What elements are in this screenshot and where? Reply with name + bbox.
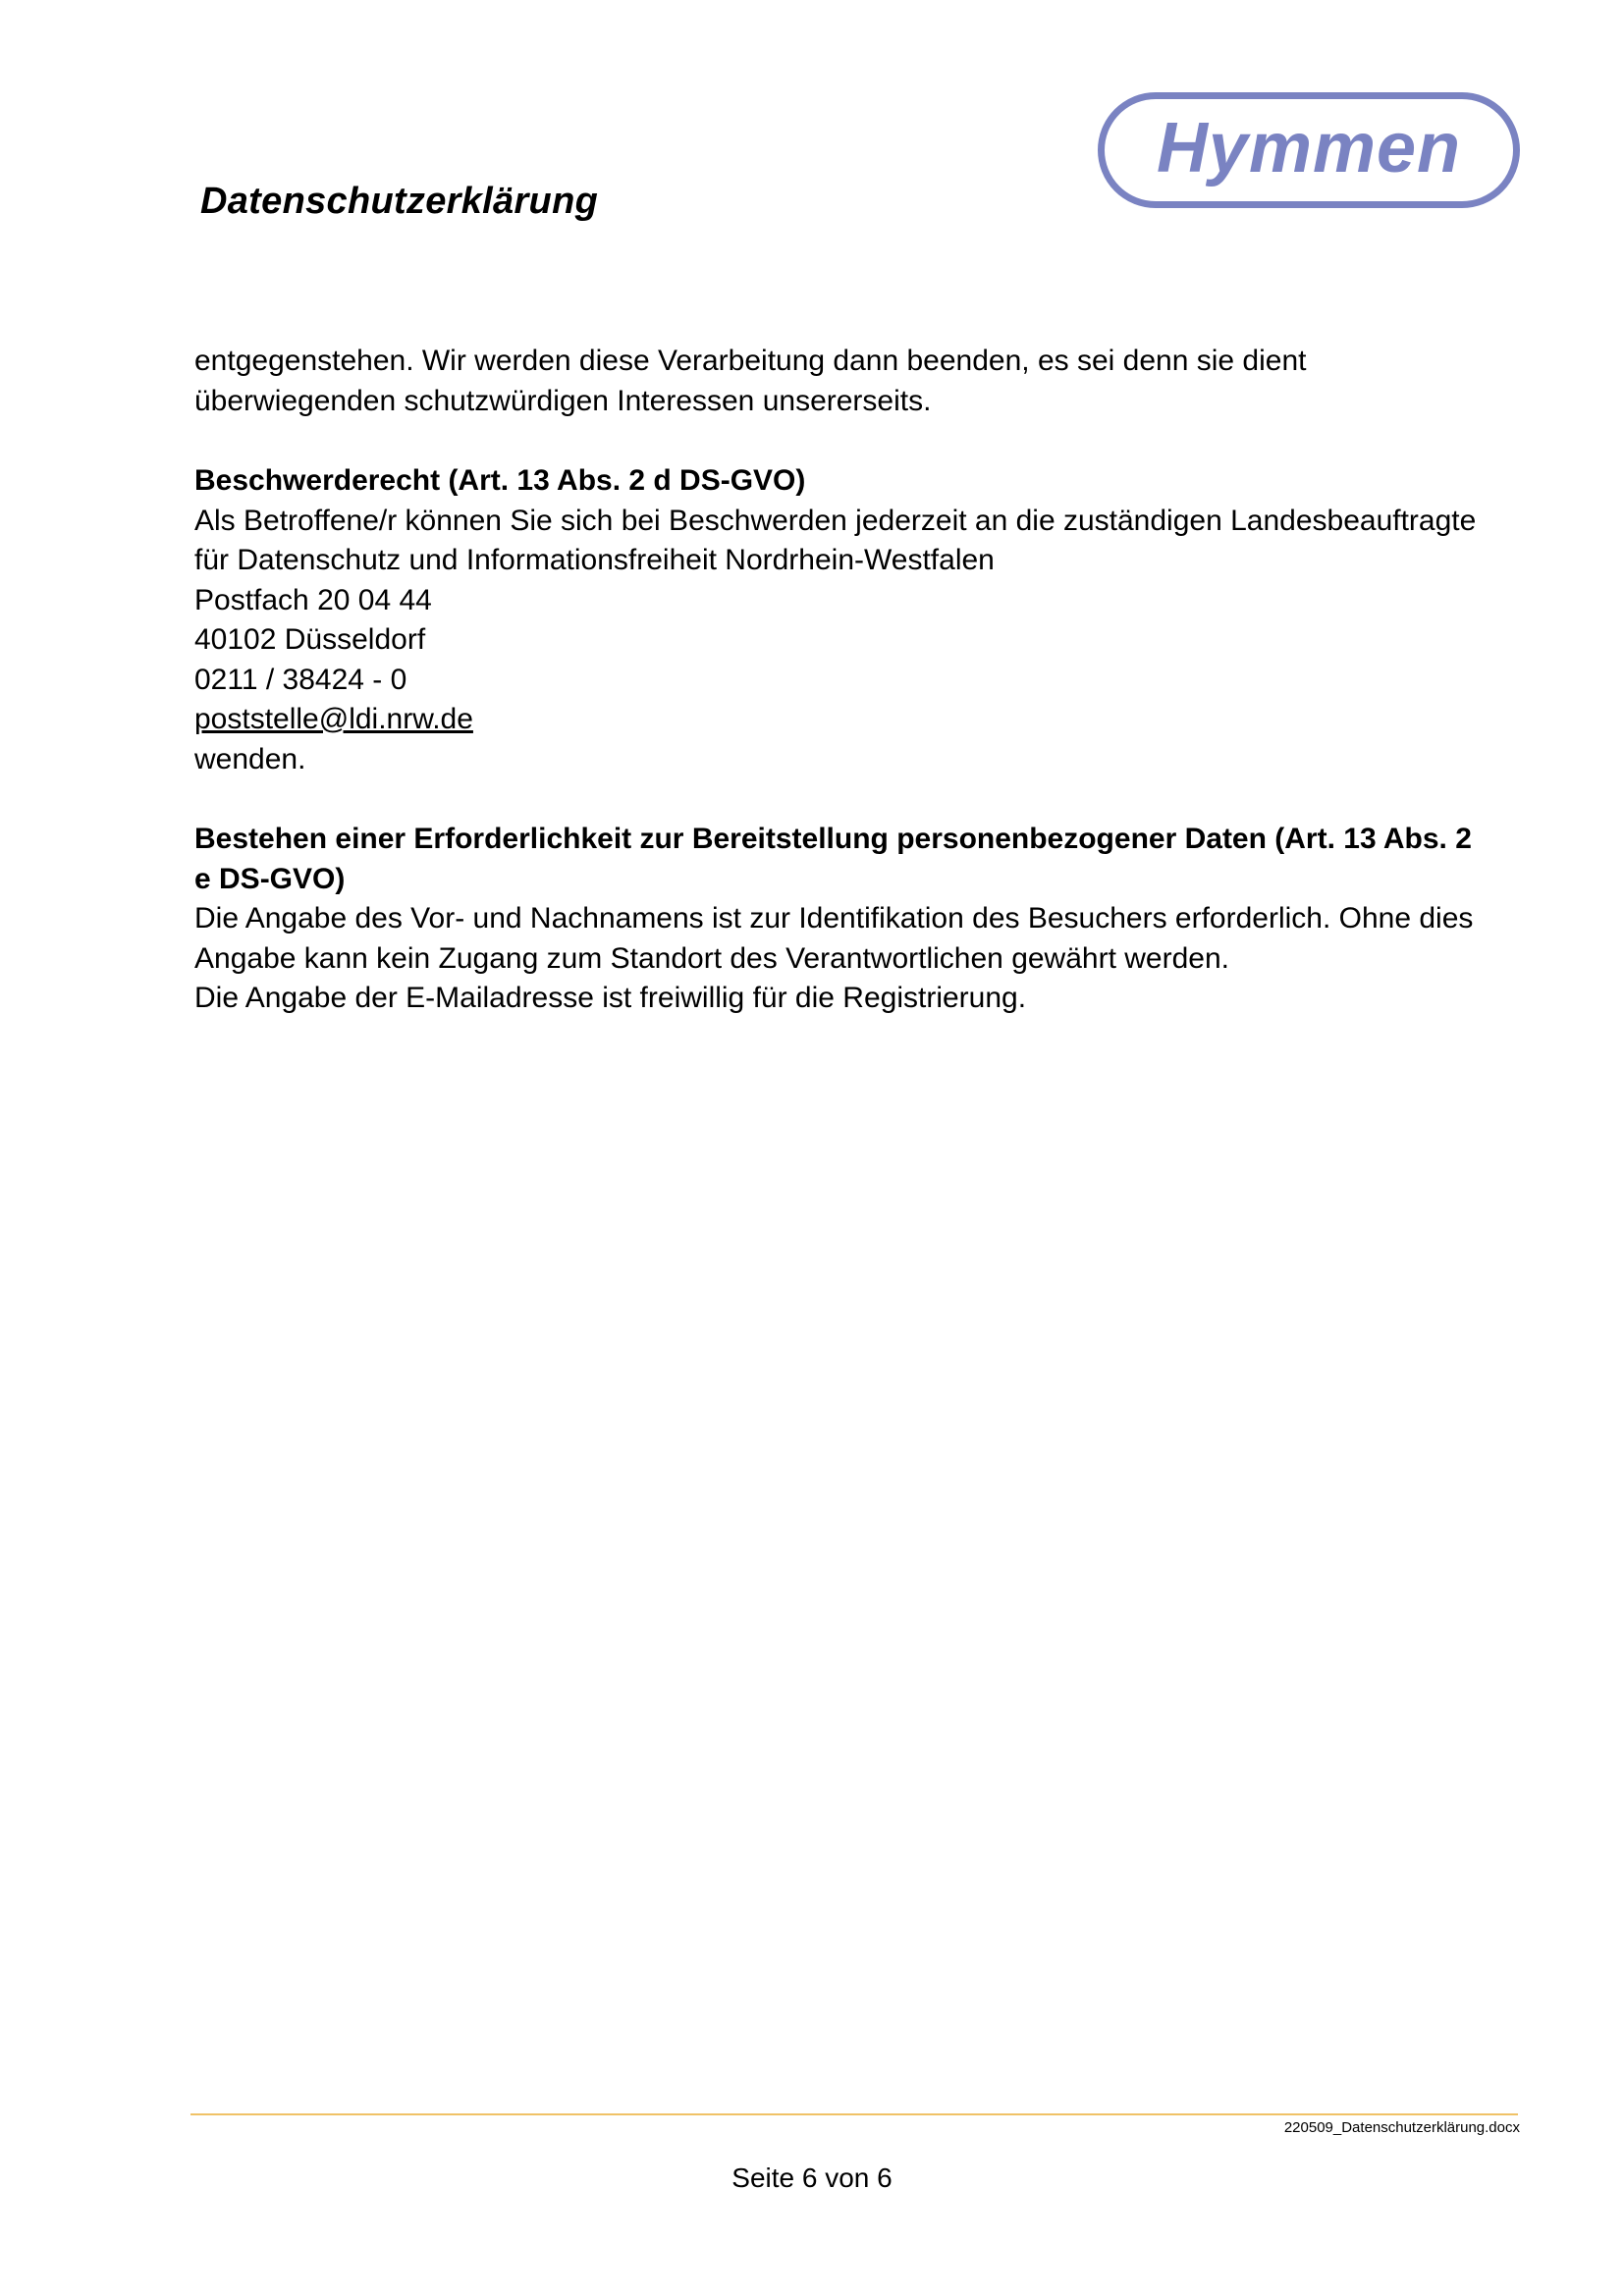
email-link[interactable]: poststelle@ldi.nrw.de <box>194 703 473 735</box>
page-number: Seite 6 von 6 <box>731 2163 893 2193</box>
requirement-heading: e DS-GVO) <box>194 862 346 895</box>
footer-filename: 220509_Datenschutzerklärung.docx <box>1283 2119 1520 2136</box>
hymmen-logo <box>1098 92 1520 208</box>
complaint-heading: Beschwerderecht (Art. 13 Abs. 2 d DS-GVO) <box>194 464 806 497</box>
document-title: Datenschutzerklärung <box>200 181 599 222</box>
footer-divider <box>190 2113 1518 2115</box>
email-line <box>194 700 1530 740</box>
postbox-line: Postfach 20 04 44 <box>194 583 432 616</box>
requirement-heading: Bestehen einer Erforderlichkeit zur Bereitstellung personenbezogener Daten (Art. 13 Abs. 2 <box>194 823 1472 855</box>
intro-line: überwiegenden schutzwürdigen Interessen unsererseits. <box>194 384 932 417</box>
requirement-line: Die Angabe des Vor- und Nachnamens ist zur Identifikation des Besuchers erforderlich. Ohne dies <box>194 902 1474 934</box>
paragraph-spacer <box>194 779 1530 820</box>
complaint-line: für Datenschutz und Informationsfreiheit Nordrhein-Westfalen <box>194 544 995 576</box>
intro-line: entgegenstehen. Wir werden diese Verarbeitung dann beenden, es sei denn sie dient <box>194 345 1307 377</box>
document-body <box>194 342 1530 1019</box>
logo-wordmark: Hymmen <box>1156 109 1462 187</box>
requirement-line: Die Angabe der E-Mailadresse ist freiwillig für die Registrierung. <box>194 982 1027 1014</box>
paragraph-spacer <box>194 421 1530 461</box>
complaint-line: Als Betroffene/r können Sie sich bei Beschwerden jederzeit an die zuständigen Landesbeauftragte <box>194 504 1477 537</box>
city-line: 40102 Düsseldorf <box>194 623 426 656</box>
requirement-line: Angabe kann kein Zugang zum Standort des Verantwortlichen gewährt werden. <box>194 941 1229 975</box>
phone-line: 0211 / 38424 - 0 <box>194 663 407 696</box>
complaint-closing: wenden. <box>194 742 306 775</box>
